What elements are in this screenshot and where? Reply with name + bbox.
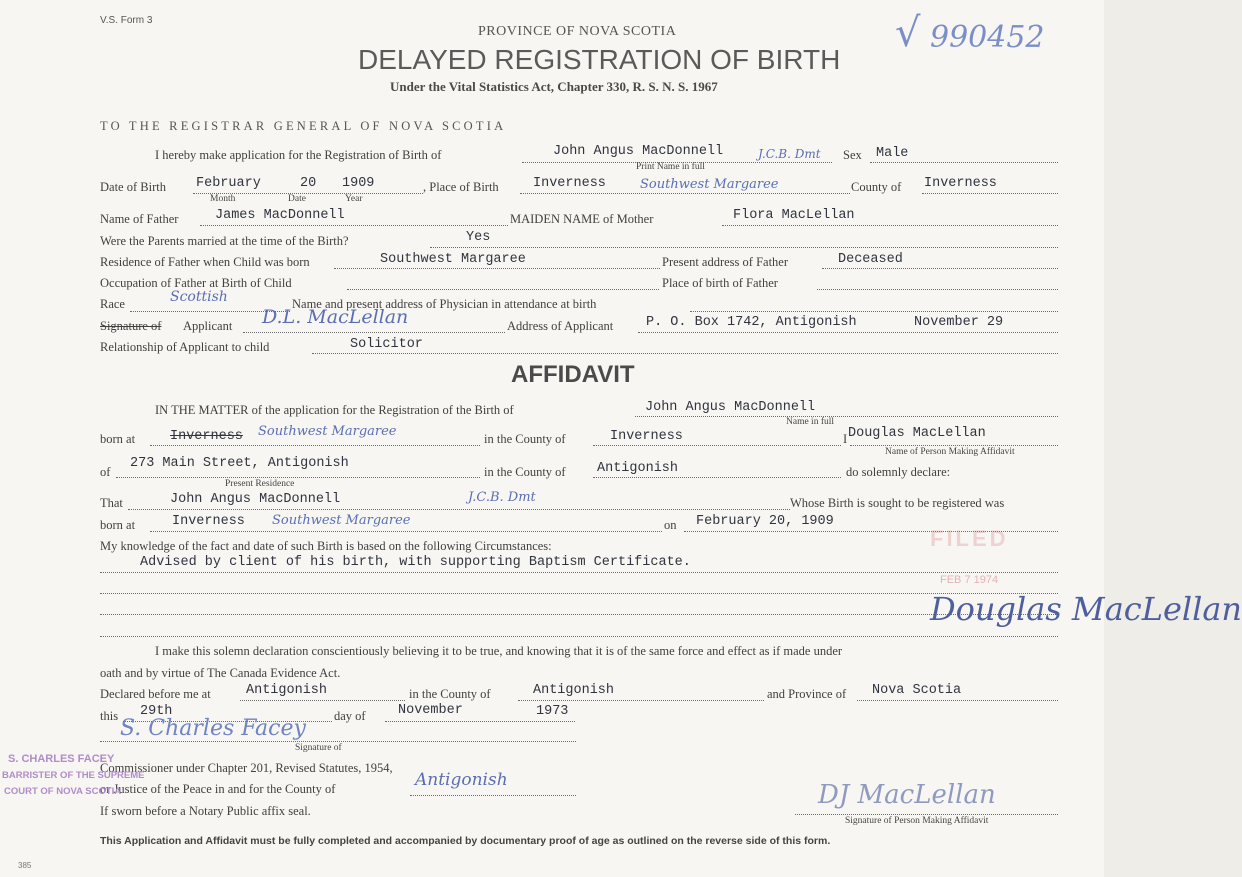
father-line bbox=[200, 225, 508, 226]
born-at-2-handwritten: Southwest Margaree bbox=[272, 513, 411, 528]
father-label: Name of Father bbox=[100, 212, 179, 226]
on-label: on bbox=[664, 518, 677, 532]
occupation-line bbox=[347, 289, 659, 290]
physician-line bbox=[690, 311, 1058, 312]
present-address-line bbox=[822, 268, 1058, 269]
province-heading: PROVINCE OF NOVA SCOTIA bbox=[478, 24, 677, 39]
relationship-line bbox=[312, 353, 1058, 354]
check-mark-icon: √ bbox=[895, 10, 921, 56]
province-label: and Province of bbox=[767, 687, 847, 701]
barrister-stamp-line-2: BARRISTER OF THE SUPREME bbox=[2, 770, 145, 781]
applicant-label: Applicant bbox=[183, 319, 233, 333]
aff-county-label: in the County of bbox=[484, 432, 566, 446]
affiant-address-line bbox=[116, 477, 480, 478]
born-at-handwritten: Southwest Margaree bbox=[258, 424, 397, 439]
name-in-full-label: Name in full bbox=[786, 417, 835, 427]
declare-label: do solemnly declare: bbox=[846, 465, 951, 479]
footer-code: 385 bbox=[18, 861, 32, 870]
month-value: November bbox=[398, 703, 463, 718]
whose-birth-label: Whose Birth is sought to be registered was bbox=[790, 496, 1005, 510]
circumstances-line-2 bbox=[100, 593, 1058, 594]
applicant-sig-line bbox=[243, 332, 505, 333]
filed-date-stamp: FEB 7 1974 bbox=[940, 574, 999, 586]
sex-label: Sex bbox=[843, 148, 862, 162]
applicant-address-line bbox=[638, 332, 1058, 333]
affiant-sig-line bbox=[795, 814, 1058, 815]
province-value: Nova Scotia bbox=[872, 683, 962, 698]
present-address-label: Present address of Father bbox=[662, 255, 789, 269]
barrister-stamp-line-3: COURT OF NOVA SCOTIA bbox=[4, 786, 122, 797]
born-at-label-2: born at bbox=[100, 518, 136, 532]
declared-county-line bbox=[518, 700, 764, 701]
residence-label: Residence of Father when Child was born bbox=[100, 255, 310, 269]
present-address-value: Deceased bbox=[838, 252, 903, 267]
form-title: DELAYED REGISTRATION OF BIRTH bbox=[358, 44, 841, 75]
that-line bbox=[128, 509, 790, 510]
commissioner-signature: S. Charles Facey bbox=[120, 716, 306, 741]
form-subtitle: Under the Vital Statistics Act, Chapter 330, R. S. N. S. 1967 bbox=[390, 79, 718, 94]
year-label: Year bbox=[345, 194, 363, 204]
circumstances-line-3 bbox=[100, 614, 1058, 615]
declared-county: Antigonish bbox=[533, 683, 615, 698]
that-annotation: J.C.B. Dmt bbox=[468, 490, 536, 505]
that-name: John Angus MacDonnell bbox=[170, 492, 341, 507]
sex-line bbox=[870, 162, 1058, 163]
file-number: 990452 bbox=[930, 20, 1045, 55]
father-birthplace-label: Place of birth of Father bbox=[662, 276, 778, 290]
declaration-line-1: I make this solemn declaration conscientiously believing it to be true, and knowing that it is of the same force and effect as if made under bbox=[155, 644, 843, 658]
dob-label: Date of Birth bbox=[100, 180, 166, 194]
footer-note: This Application and Affidavit must be fully completed and accompanied by documentary proof of age as outlined on the reverse side of this form. bbox=[100, 835, 831, 847]
affiant-address: 273 Main Street, Antigonish bbox=[130, 456, 349, 471]
affiant-county-line bbox=[593, 477, 841, 478]
occupation-label: Occupation of Father at Birth of Child bbox=[100, 276, 292, 290]
pob-label: , Place of Birth bbox=[423, 180, 499, 194]
notary-line: If sworn before a Notary Public affix seal. bbox=[100, 804, 311, 818]
married-line bbox=[430, 247, 1058, 248]
child-name: John Angus MacDonnell bbox=[553, 144, 724, 159]
that-label: That bbox=[100, 496, 123, 510]
affiant-handwritten-signature: Douglas MacLellan bbox=[930, 590, 1242, 628]
present-residence-label: Present Residence bbox=[225, 479, 295, 489]
commissioner-line-1: Commissioner under Chapter 201, Revised Statutes, 1954, bbox=[100, 761, 393, 775]
mother-line bbox=[722, 225, 1058, 226]
born-at-value: Inverness bbox=[170, 429, 243, 444]
knowledge-label: My knowledge of the fact and date of such Birth is based on the following Circumstances: bbox=[100, 539, 552, 553]
county-value: Inverness bbox=[924, 176, 997, 191]
affidavit-child-name: John Angus MacDonnell bbox=[645, 400, 816, 415]
county-line bbox=[922, 193, 1058, 194]
declaration-line-2: oath and by virtue of The Canada Evidence Act. bbox=[100, 666, 341, 680]
relationship-label: Relationship of Applicant to child bbox=[100, 340, 270, 354]
this-label: this bbox=[100, 709, 119, 723]
married-value: Yes bbox=[466, 230, 491, 245]
day-of-label: day of bbox=[334, 709, 366, 723]
county-label: County of bbox=[851, 180, 902, 194]
physician-label: Name and present address of Physician in attendance at birth bbox=[292, 297, 597, 311]
print-name-label: Print Name in full bbox=[636, 162, 705, 172]
declared-place-line bbox=[240, 700, 405, 701]
commissioner-sig-line bbox=[100, 741, 576, 742]
race-value: Scottish bbox=[170, 289, 228, 305]
aff-county-value: Inverness bbox=[610, 429, 683, 444]
married-label: Were the Parents married at the time of the Birth? bbox=[100, 234, 349, 248]
dob-month: February bbox=[196, 176, 261, 191]
filed-stamp: FILED bbox=[930, 526, 1009, 551]
father-birthplace-line bbox=[817, 289, 1058, 290]
applicant-address: P. O. Box 1742, Antigonish bbox=[646, 315, 857, 330]
aff-county-line bbox=[593, 445, 841, 446]
month-label: Month bbox=[210, 194, 236, 204]
applicant-signature: D.L. MacLellan bbox=[262, 306, 409, 328]
born-at-2-value: Inverness bbox=[172, 514, 245, 529]
commissioner-county: Antigonish bbox=[415, 770, 508, 790]
pob-line bbox=[520, 193, 850, 194]
aff-county-label-2: in the County of bbox=[484, 465, 566, 479]
affiant-county: Antigonish bbox=[597, 461, 679, 476]
province-line bbox=[857, 700, 1058, 701]
commissioner-line-2: or Justice of the Peace in and for the County of bbox=[100, 782, 336, 796]
born-at-label: born at bbox=[100, 432, 136, 446]
residence-line bbox=[334, 268, 660, 269]
commissioner-county-line bbox=[410, 795, 576, 796]
dob-year: 1909 bbox=[342, 176, 375, 191]
mother-name: Flora MacLellan bbox=[733, 208, 855, 223]
pob-value: Inverness bbox=[533, 176, 606, 191]
signature-of-label: Signature of bbox=[100, 319, 162, 333]
father-name: James MacDonnell bbox=[215, 208, 345, 223]
date-label: Date bbox=[288, 194, 306, 204]
affiant-line bbox=[850, 445, 1058, 446]
affiant-initials-signature: DJ MacLellan bbox=[818, 780, 996, 810]
born-at-line bbox=[150, 445, 480, 446]
affidavit-heading: AFFIDAVIT bbox=[511, 361, 635, 388]
form-number: V.S. Form 3 bbox=[100, 15, 153, 26]
applicant-date: November 29 bbox=[914, 315, 1004, 330]
dob-day: 20 bbox=[300, 176, 317, 191]
declared-place: Antigonish bbox=[246, 683, 328, 698]
circumstances-line-4 bbox=[100, 636, 1058, 637]
mother-label: MAIDEN NAME of Mother bbox=[510, 212, 654, 226]
intro-label: I hereby make application for the Registration of Birth of bbox=[155, 148, 442, 162]
matter-line bbox=[635, 416, 1058, 417]
year-value: 1973 bbox=[536, 704, 569, 719]
affiant-name: Douglas MacLellan bbox=[848, 426, 986, 441]
sex-value: Male bbox=[876, 146, 909, 161]
matter-label: IN THE MATTER of the application for the Registration of the Birth of bbox=[155, 403, 514, 417]
pob-handwritten: Southwest Margaree bbox=[640, 177, 779, 192]
day-value: 29th bbox=[140, 704, 173, 719]
born-at-2-line bbox=[150, 531, 662, 532]
name-annotation: J.C.B. Dmt bbox=[758, 147, 821, 161]
race-label: Race bbox=[100, 297, 125, 311]
declared-label: Declared before me at bbox=[100, 687, 211, 701]
barrister-stamp-line-1: S. CHARLES FACEY bbox=[8, 753, 115, 765]
declared-county-label: in the County of bbox=[409, 687, 491, 701]
month-year-line bbox=[385, 721, 575, 722]
to-registrar-line: TO THE REGISTRAR GENERAL OF NOVA SCOTIA bbox=[100, 119, 507, 133]
affiant-sig-label: Signature of Person Making Affidavit bbox=[845, 816, 989, 826]
birth-date: February 20, 1909 bbox=[696, 514, 834, 529]
affiant-i: I bbox=[843, 432, 848, 446]
applicant-address-label: Address of Applicant bbox=[507, 319, 614, 333]
residence-value: Southwest Margaree bbox=[380, 252, 526, 267]
of-label: of bbox=[100, 465, 111, 479]
circumstances-value: Advised by client of his birth, with supporting Baptism Certificate. bbox=[140, 555, 691, 570]
circumstances-line-1 bbox=[100, 572, 1058, 573]
affiant-name-label: Name of Person Making Affidavit bbox=[885, 447, 1015, 457]
signature-of-label-2: Signature of bbox=[295, 743, 342, 753]
relationship-value: Solicitor bbox=[350, 337, 423, 352]
